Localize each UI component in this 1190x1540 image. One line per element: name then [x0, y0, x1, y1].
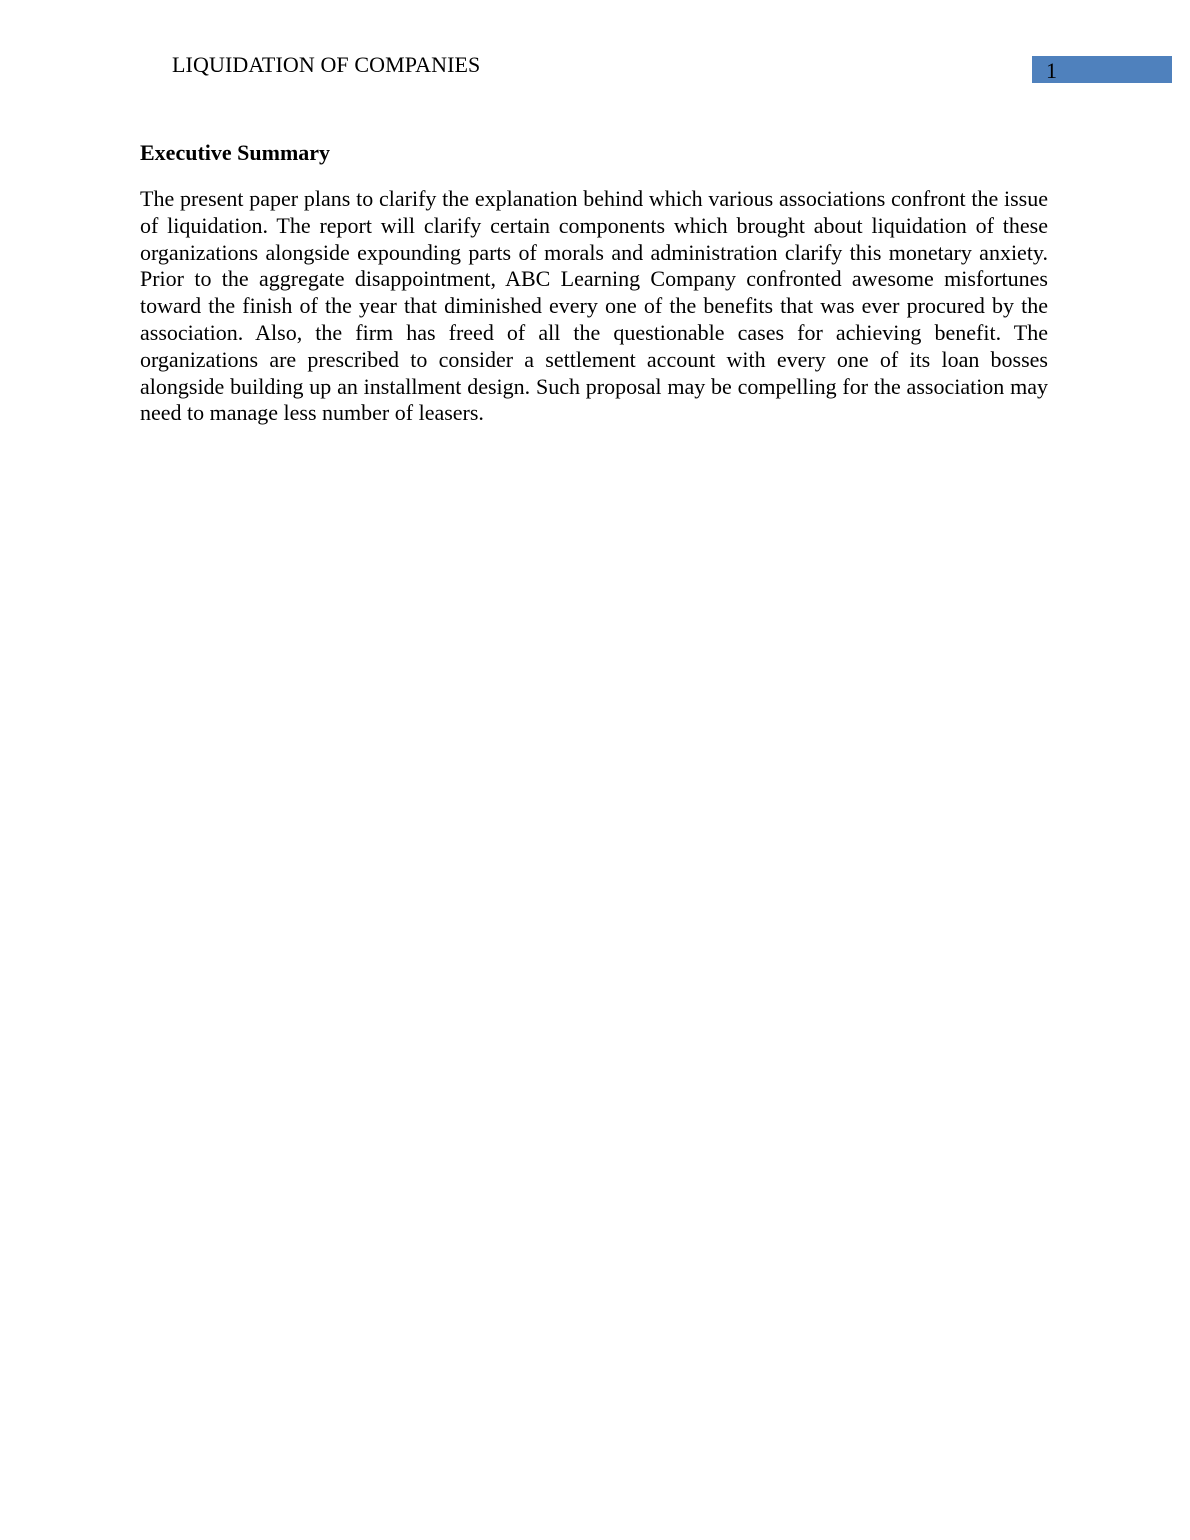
running-head-title: LIQUIDATION OF COMPANIES	[172, 52, 481, 77]
body-paragraph: The present paper plans to clarify the explanation behind which various associations confront the issue of liquidation. The report will clarify certain components which brought about liquidation of these organizations alongside expounding parts of morals and administration clarify this monetary anxiety. Prior to the aggregate disappointment, ABC Learning Company confronted awesome misfortunes toward the finish of the year that diminished every one of the benefits that was ever procured by the association. Also, the firm has freed of all the questionable cases for achieving benefit. The organizations are prescribed to consider a settlement account with every one of its loan bosses alongside building up an installment design. Such proposal may be compelling for the association may need to manage less number of leasers.	[140, 186, 1048, 426]
page-number-box	[1032, 56, 1172, 83]
section-heading: Executive Summary	[140, 140, 331, 165]
page-number: 1	[1046, 58, 1057, 83]
